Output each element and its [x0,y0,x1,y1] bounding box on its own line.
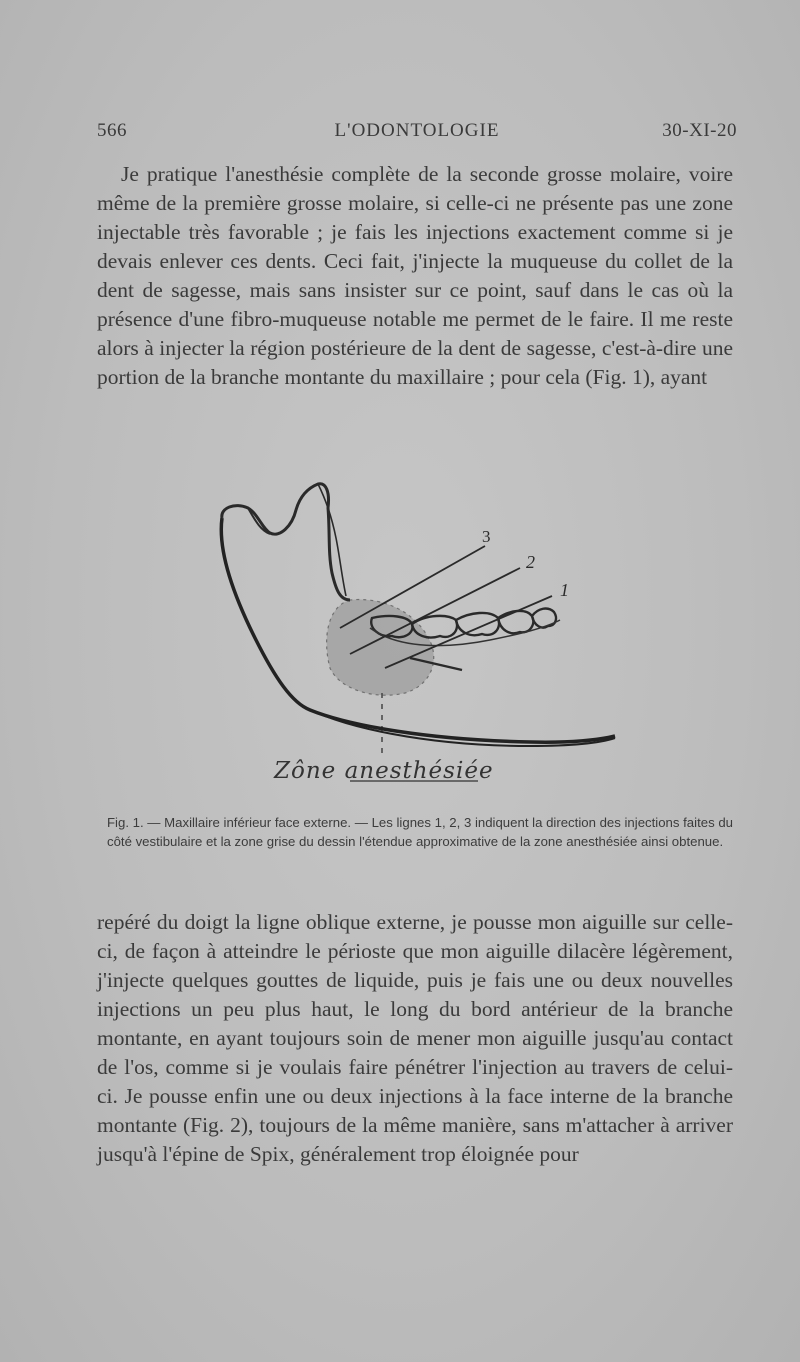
coronoid-line [318,484,346,596]
issue-date: 30-XI-20 [662,120,737,141]
mandible-illustration [200,478,620,793]
running-header [97,120,737,150]
line-label-2: 2 [526,552,535,572]
mandible-outline [222,484,350,600]
body-paragraph-2 [97,908,733,1169]
figure-1 [200,478,620,793]
body-paragraph-1 [97,160,733,392]
page-number: 566 [97,120,127,141]
line-label-1: 1 [560,580,569,600]
paragraph-text: repéré du doigt la ligne oblique externe, je pousse mon aiguille sur celle-ci, de façon à atteindre le périoste que mon aiguille dilacère légèrement, j'injecte quelques gouttes de liquide, puis je fais une ou deux nouvelles injections un peu plus haut, le long du bord antérieur de la branche montante, en ayant toujours soin de mener mon aiguille jusqu'au contact de l'os, comme si je voulais faire pénétrer l'injection au travers de celui-ci. Je pousse enfin une ou deux injections à la face interne de la branche montante (Fig. 2), toujours de la même manière, sans m'attacher à arriver jusqu'à l'épine de Spix, généralement trop éloignée pour [97,910,733,1166]
paragraph-text: Je pratique l'anesthésie complète de la seconde grosse molaire, voire même de la première grosse molaire, si celle-ci ne présente pas une zone injectable très favorable ; je fais les injections exactement comme si je devais enlever ces dents. Ceci fait, j'injecte la muqueuse du collet de la dent de sagesse, mais sans insister sur ce point, sauf dans le cas où la présence d'une fibro-muqueuse notable me permet de le faire. Il me reste alors à injecter la région postérieure de la dent de sagesse, c'est-à-dire une portion de la branche montante du maxillaire ; pour cela (Fig. 1), ayant [97,162,733,389]
anesthetized-zone [327,600,434,696]
line-label-3: 3 [482,527,491,546]
zone-handwritten-label: Zône anesthésiée [274,758,494,784]
journal-title: L'ODONTOLOGIE [334,120,500,141]
figure-caption: Fig. 1. — Maxillaire inférieur face externe. — Les lignes 1, 2, 3 indiquent la direction des injections faites du côté vestibulaire et la zone grise du dessin l'étendue approximative de la zone anesthésiée ainsi obtenue. [107,815,734,849]
